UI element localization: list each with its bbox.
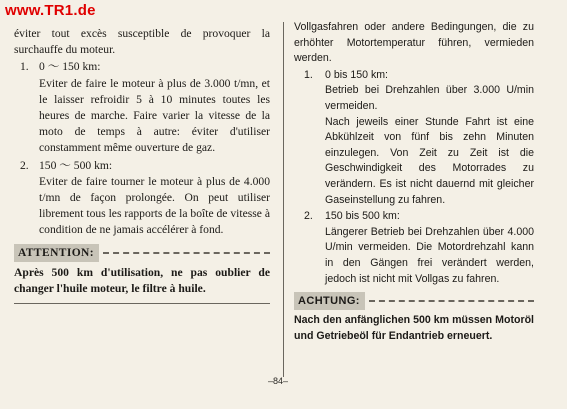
column-german [294,20,534,344]
column-french [14,26,270,304]
column-divider [283,22,284,377]
item-text: Betrieb bei Drehzahlen über 3.000 U/min vermeiden. [325,84,534,112]
item-number: 1. [304,68,313,81]
watermark: www.TR1.de [5,2,96,19]
warning-text: Après 500 km d'utilisation, ne pas oublier de changer l'huile moteur, le filtre à huile. [14,265,270,295]
warning-label: ACHTUNG: [294,292,365,310]
list-item [14,59,270,75]
warning-label: ATTENTION: [14,244,99,262]
item-text: Eviter de faire le moteur à plus de 3.000 t/mn, et le laisser refroidir 5 à 10 minutes toutes les heures de marche. Faire varier la vitesse de la moto de temps à autre: éviter d'utiliser constamment même ouverture de gaz. [39,76,270,155]
intro-paragraph: Vollgasfahren oder andere Bedingungen, die zu erhöhter Motortemperatur führen, vermieden werden. [294,21,534,65]
list-item [294,209,534,225]
item-title: 150 ～ 500 km: [39,158,113,172]
list-item [14,158,270,174]
item-number: 2. [304,210,313,223]
item-number: 2. [20,158,29,172]
item-title: 150 bis 500 km: [325,210,400,223]
item-text: Längerer Betrieb bei Drehzahlen über 4.000 U/min vermeiden. Die Motordrehzahl kann in den Gängen frei verändert werden, jedoch ist nicht mit Vollgas zu fahren. [325,225,534,285]
item-text: Eviter de faire tourner le moteur à plus de 4.000 t/mn de façon prolongée. On peut utiliser librement tous les rapports de la boîte de vitesse à condition de ne jamais accélérer à fond. [39,174,270,237]
item-text: Nach jeweils einer Stunde Fahrt ist eine Abkühlzeit von fünf bis zehn Minuten einzulegen. Von Zeit zu Zeit ist die Geschwindigkeit des Motorrades zu verändern. Es ist nicht dauernd mit gleicher Gaseinstellung zu fahren. [325,115,534,206]
warning-header [294,291,534,311]
item-title: 0 bis 150 km: [325,68,389,81]
list-item [294,68,534,84]
warning-rule [369,300,534,302]
item-number: 1. [20,60,29,74]
page-number: –84– [268,376,289,386]
item-title: 0 ～ 150 km: [39,60,101,74]
intro-paragraph: éviter tout excès susceptible de provoquer la surchauffe du moteur. [14,27,270,57]
warning-rule [103,252,270,254]
warning-bottom-rule [14,303,270,304]
warning-text: Nach den anfänglichen 500 km müssen Motoröl und Getriebeöl für Endantrieb erneuert. [294,314,534,342]
warning-header [14,243,270,263]
